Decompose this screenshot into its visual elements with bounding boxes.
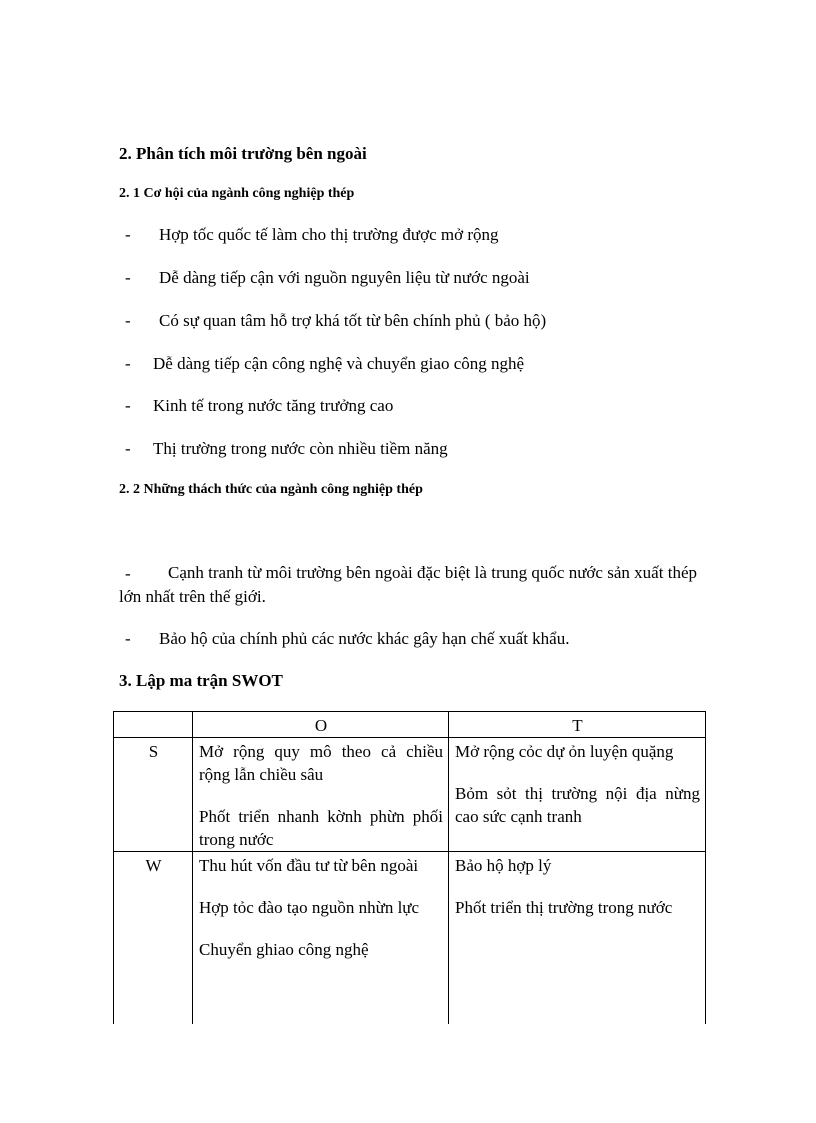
opportunity-text: Hợp tốc quốc tế làm cho thị trường được mở rộng [159, 225, 499, 244]
row-label-s: S [114, 738, 193, 852]
opportunity-text: Dễ dàng tiếp cận công nghệ và chuyển giao công nghệ [153, 354, 525, 373]
cell-st [449, 738, 706, 852]
section-2-1-title: 2. 1 Cơ hội của ngành công nghiệp thép [119, 186, 355, 201]
challenge-text: Bảo hộ của chính phủ các nước khác gây hạn chế xuất khẩu. [159, 629, 570, 648]
strategy-text: Chuyển ghiao công nghệ [199, 940, 369, 959]
bullet-dash: - [125, 564, 131, 583]
strategy-text: Bảo hộ hợp lý [455, 856, 552, 875]
table-row [114, 738, 706, 852]
strategy-text: Hợp tỏc đào tạo nguồn nhừn lực [199, 898, 420, 917]
bullet-dash: - [125, 396, 131, 415]
cell-wo [193, 852, 449, 1024]
opportunity-text: Thị trường trong nước còn nhiều tiềm năng [153, 439, 448, 458]
bullet-dash: - [125, 629, 131, 648]
strategy-text: Bỏm sỏt thị trường nội địa nừng cao sức cạnh tranh [455, 784, 700, 826]
section-2-title: 2. Phân tích môi trường bên ngoài [119, 144, 367, 163]
table-row [114, 852, 706, 1024]
cell-wt [449, 852, 706, 1024]
bullet-dash: - [125, 225, 131, 244]
swot-table [113, 711, 706, 1024]
strategy-text: Thu hút vốn đầu tư từ bên ngoài [199, 856, 419, 875]
header-cell-t: T [449, 712, 706, 738]
opportunity-text: Có sự quan tâm hỗ trợ khá tốt từ bên chính phủ ( bảo hộ) [159, 311, 547, 330]
challenge-text: Cạnh tranh từ môi trường bên ngoài đặc biệt là trung quốc nước sản xuất thép lớn nhất trên thế giới. [119, 563, 697, 606]
strategy-text: Phốt triển thị trường trong nước [455, 898, 673, 917]
table-header-row [114, 712, 706, 738]
bullet-dash: - [125, 268, 131, 287]
bullet-dash: - [125, 311, 131, 330]
section-2-2-title: 2. 2 Những thách thức của ngành công nghiệp thép [119, 482, 423, 497]
cell-so [193, 738, 449, 852]
opportunity-text: Kinh tế trong nước tăng trưởng cao [153, 396, 394, 415]
strategy-text: Phốt triển nhanh kờnh phừn phối trong nước [199, 807, 443, 849]
strategy-text: Mở rộng quy mô theo cả chiều rộng lẫn chiều sâu [199, 742, 443, 784]
bullet-dash: - [125, 354, 131, 373]
bullet-dash: - [125, 439, 131, 458]
header-cell-empty [114, 712, 193, 738]
row-label-w: W [114, 852, 193, 1024]
section-3-title: 3. Lập ma trận SWOT [119, 671, 283, 690]
strategy-text: Mở rộng cỏc dự ỏn luyện quặng [455, 742, 674, 761]
opportunity-text: Dễ dàng tiếp cận với nguồn nguyên liệu từ nước ngoài [159, 268, 530, 287]
header-cell-o: O [193, 712, 449, 738]
